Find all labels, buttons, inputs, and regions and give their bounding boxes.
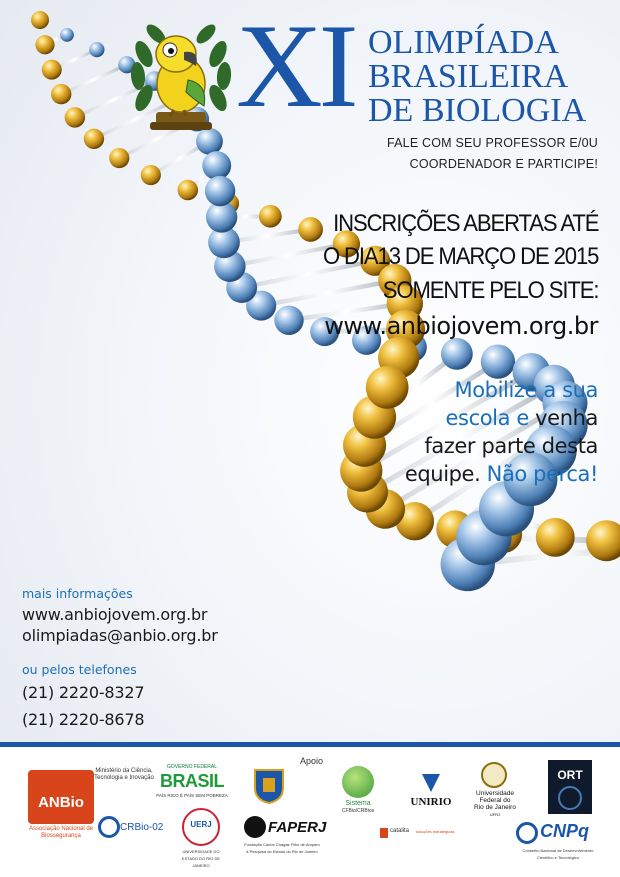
ministerio-logo: Ministério da Ciência, Tecnologia e Inovação bbox=[94, 768, 154, 781]
mobilize-line-2-accent: escola e bbox=[445, 406, 529, 430]
helix-sphere bbox=[481, 344, 515, 378]
cnpq-wordmark: CNPq bbox=[540, 821, 589, 841]
faperj-caption: Fundação Carlos Chagas Filho de Amparo à Pesquisa do Estado do Rio de Janeiro bbox=[244, 842, 320, 854]
sistema-caption: CFBio/CRBios bbox=[341, 808, 375, 814]
helix-sphere bbox=[51, 84, 71, 104]
unirio-logo bbox=[408, 774, 454, 814]
ufrj-line-2: Federal do bbox=[479, 797, 511, 804]
helix-sphere bbox=[536, 518, 575, 557]
anbio-logo bbox=[28, 770, 94, 846]
helix-sphere bbox=[178, 180, 198, 200]
anbio-name: ANBio bbox=[38, 794, 84, 811]
unirio-label: UNIRIO bbox=[410, 796, 452, 808]
ort-logo bbox=[548, 760, 592, 814]
ufrj-logo bbox=[468, 762, 522, 826]
sistema-label: Sistema bbox=[345, 800, 371, 807]
state-crest-icon bbox=[252, 766, 286, 804]
anbio-caption: Associação Nacional de Biossegurança bbox=[28, 826, 94, 839]
registration-url: www.anbiojovem.org.br bbox=[324, 312, 598, 340]
helix-rung bbox=[261, 281, 395, 306]
subtitle-line-1: FALE COM SEU PROFESSOR E/0U bbox=[386, 136, 598, 150]
title-line-1: OLIMPÍADA bbox=[368, 24, 559, 61]
phone-1: (21) 2220-8327 bbox=[22, 683, 145, 702]
ort-label: ORT bbox=[557, 768, 583, 782]
ufrj-line-3: Rio de Janeiro bbox=[474, 804, 516, 811]
brasil-wordmark: BRASIL bbox=[160, 771, 224, 791]
helix-rung bbox=[61, 65, 127, 94]
helix-sphere bbox=[259, 205, 282, 228]
phones-heading: ou pelos telefones bbox=[22, 662, 137, 677]
helix-sphere bbox=[274, 306, 303, 335]
faperj-wordmark: FAPERJ bbox=[268, 819, 327, 836]
parrot-mascot-logo bbox=[126, 14, 236, 134]
contact-heading: mais informações bbox=[22, 586, 133, 601]
uerj-logo bbox=[178, 808, 224, 868]
helix-sphere bbox=[366, 366, 409, 409]
helix-sphere bbox=[109, 148, 129, 168]
contact-email: olimpiadas@anbio.org.br bbox=[22, 626, 218, 645]
phone-2: (21) 2220-8678 bbox=[22, 710, 145, 729]
helix-sphere bbox=[65, 107, 85, 127]
uerj-caption: UNIVERSIDADE DO ESTADO DO RIO DE JANEIRO bbox=[181, 849, 221, 868]
helix-sphere bbox=[84, 129, 104, 149]
edition-numeral: XI bbox=[236, 0, 355, 132]
mobilize-line-3: fazer parte desta bbox=[424, 434, 598, 458]
mobilize-line-1: Mobilize a sua bbox=[454, 378, 598, 402]
apoio-label: Apoio bbox=[300, 756, 324, 766]
contact-website: www.anbiojovem.org.br bbox=[22, 605, 208, 624]
title-line-3: DE BIOLOGIA bbox=[368, 92, 587, 129]
helix-sphere bbox=[42, 60, 62, 80]
catalita-label: catalita bbox=[390, 828, 410, 834]
helix-sphere bbox=[441, 338, 473, 370]
helix-sphere bbox=[89, 42, 104, 57]
ufrj-line-1: Universidade bbox=[476, 790, 514, 797]
registration-line-2: O DIA13 DE MARÇO DE 2015 bbox=[322, 243, 598, 270]
helix-sphere bbox=[35, 35, 54, 54]
catalita-logo bbox=[380, 826, 460, 846]
helix-sphere bbox=[205, 176, 235, 206]
cnpq-logo bbox=[516, 820, 600, 860]
mobilize-line-2 bbox=[446, 405, 598, 431]
helix-sphere bbox=[141, 165, 161, 185]
mobilize-line-2-rest: venha bbox=[528, 406, 598, 430]
uerj-label: UERJ bbox=[190, 820, 212, 829]
helix-sphere bbox=[31, 11, 49, 29]
cnpq-caption: Conselho Nacional de Desenvolvimento Científico e Tecnológico bbox=[522, 848, 594, 860]
title-line-2: BRASILEIRA bbox=[368, 58, 569, 95]
sistema-cfbio-logo bbox=[334, 766, 382, 824]
crbio-label: CRBio-02 bbox=[120, 822, 164, 833]
helix-sphere bbox=[202, 151, 231, 180]
mobilize-line-4-start: equipe. bbox=[404, 462, 481, 486]
brasil-caption: PAÍS RICO É PAÍS SEM POBREZA bbox=[156, 793, 228, 798]
ufrj-acronym: UFRJ bbox=[489, 812, 501, 817]
helix-sphere bbox=[298, 217, 323, 242]
helix-sphere bbox=[586, 520, 620, 561]
mobilize-line-4 bbox=[405, 461, 598, 487]
catalita-caption: soluções estratégicas bbox=[416, 829, 455, 834]
mobilize-line-4-accent: Não perca! bbox=[480, 462, 598, 486]
subtitle-line-2: COORDENADOR E PARTICIPE! bbox=[409, 157, 598, 171]
faperj-logo bbox=[244, 816, 327, 860]
registration-line-1: INSCRIÇÕES ABERTAS ATÉ bbox=[332, 210, 598, 237]
governo-brasil-logo bbox=[156, 764, 228, 800]
registration-line-3: SOMENTE PELO SITE: bbox=[382, 277, 598, 304]
governo-label: GOVERNO FEDERAL bbox=[166, 764, 217, 770]
helix-sphere bbox=[60, 28, 74, 42]
crbio-logo bbox=[98, 814, 166, 840]
